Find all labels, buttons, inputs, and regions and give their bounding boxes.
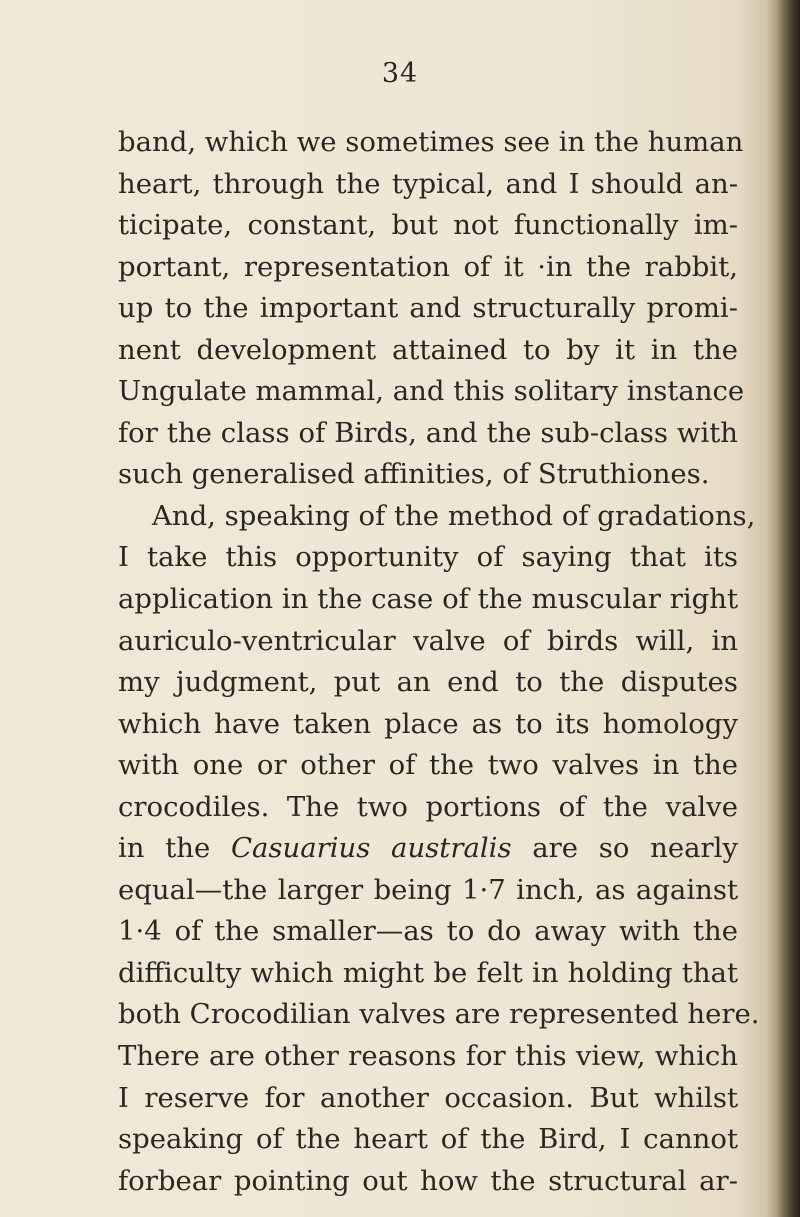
species-name: Casuarius australis	[230, 832, 512, 865]
text-line: both Crocodilian valves are represented here.	[118, 998, 760, 1031]
body-text	[118, 122, 760, 1202]
text-line: 1·4 of the smaller—as to do away with the	[118, 915, 738, 948]
page-binding-shadow	[766, 0, 800, 1217]
text-line: I take this opportunity of saying that its	[118, 541, 738, 574]
text-line: such generalised affinities, of Struthiones.	[118, 458, 710, 491]
text-line: difficulty which might be felt in holding that	[118, 956, 738, 989]
text-line: band, which we sometimes see in the human	[118, 126, 744, 158]
text-line: And, speaking of the method of gradations,	[152, 499, 756, 532]
text-line: nent development attained to by it in the	[118, 333, 738, 366]
text-line: equal—the larger being 1·7 inch, as against	[118, 873, 738, 906]
text-line: portant, representation of it ·in the rabbit,	[118, 250, 738, 283]
page-number: 34	[381, 58, 419, 89]
text-line: There are other reasons for this view, which	[118, 1040, 738, 1073]
text-line: heart, through the typical, and I should an-	[118, 167, 738, 200]
text-line: I reserve for another occasion. But whilst	[118, 1081, 738, 1114]
text-line: application in the case of the muscular right	[118, 583, 738, 616]
text-fragment: in the	[118, 832, 231, 865]
text-line: Ungulate mammal, and this solitary instance	[118, 375, 745, 408]
text-line: crocodiles. The two portions of the valve	[118, 790, 738, 823]
text-line: ticipate, constant, but not functionally im-	[118, 209, 738, 242]
text-line: my judgment, put an end to the disputes	[118, 666, 738, 699]
text-line: which have taken place as to its homology	[118, 707, 738, 740]
text-line: for the class of Birds, and the sub-class with	[118, 416, 738, 449]
text-line: auriculo-ventricular valve of birds will, in	[118, 624, 738, 657]
text-line: up to the important and structurally promi-	[118, 292, 738, 325]
text-line	[118, 828, 738, 870]
text-line: with one or other of the two valves in the	[118, 749, 738, 782]
text-line: forbear pointing out how the structural ar-	[118, 1164, 738, 1197]
text-fragment: are so nearly	[511, 832, 738, 865]
text-line: speaking of the heart of the Bird, I cannot	[118, 1123, 738, 1156]
